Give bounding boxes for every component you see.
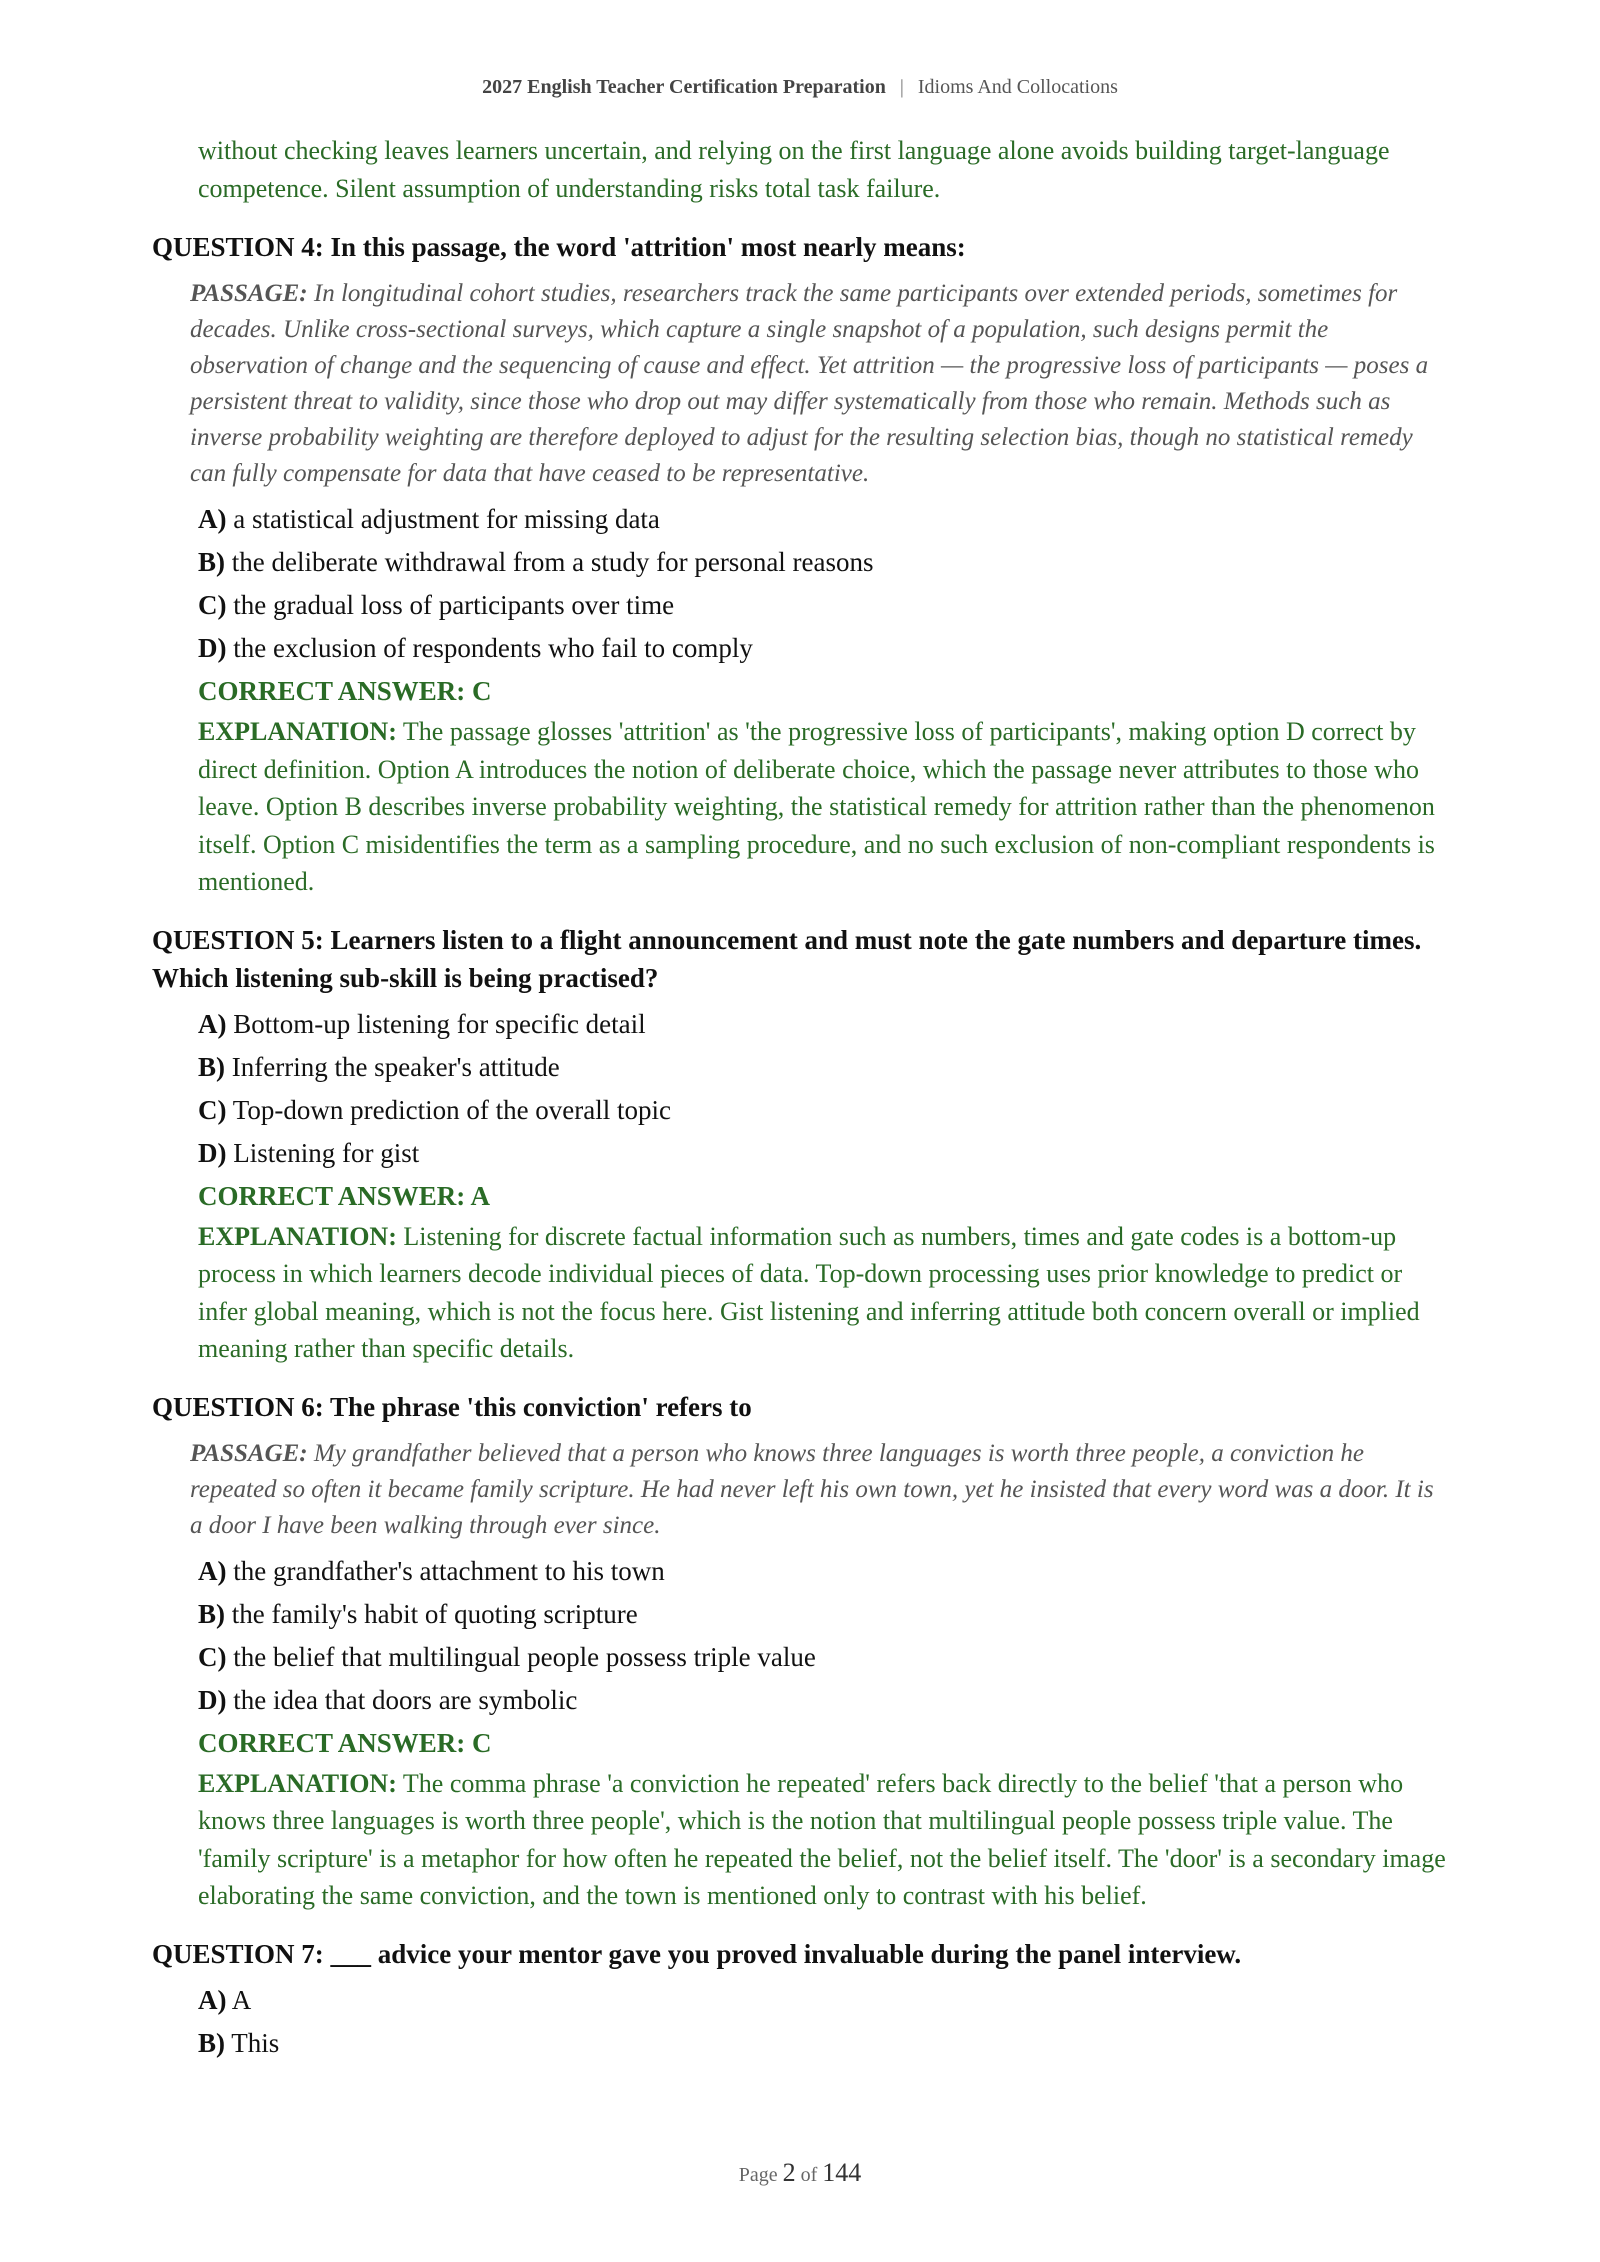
- option-b: [198, 1046, 1452, 1089]
- passage-label: PASSAGE:: [190, 1439, 308, 1467]
- option-b: [198, 1593, 1452, 1636]
- question-stem: QUESTION 5: Learners listen to a flight announcement and must note the gate numbers and departure times. Which listening sub-skill is being practised?: [152, 924, 1422, 993]
- option-text: Listening for gist: [233, 1137, 420, 1168]
- option-text: A: [231, 1984, 252, 2015]
- answer-options: [198, 498, 1452, 670]
- option-text: a statistical adjustment for missing data: [233, 504, 660, 534]
- option-a: [198, 498, 1452, 541]
- explanation-label: EXPLANATION:: [198, 717, 397, 746]
- option-text: This: [231, 2027, 280, 2058]
- passage: [190, 1436, 1452, 1544]
- option-letter: B): [198, 1051, 225, 1082]
- option-letter: C): [198, 1641, 227, 1672]
- page-content: [152, 132, 1452, 2065]
- option-b: [198, 541, 1452, 584]
- option-letter: C): [198, 590, 227, 620]
- page-number: 2: [782, 2158, 796, 2187]
- option-d: [198, 627, 1452, 670]
- correct-answer: CORRECT ANSWER: C: [198, 1727, 492, 1758]
- question-7: [152, 1935, 1452, 2065]
- option-a: [198, 1979, 1452, 2022]
- answer-options: [198, 1550, 1452, 1722]
- question-6: [152, 1388, 1452, 1915]
- option-letter: A): [198, 1555, 227, 1586]
- option-text: the exclusion of respondents who fail to comply: [233, 633, 753, 663]
- option-text: the deliberate withdrawal from a study for personal reasons: [231, 547, 874, 577]
- option-letter: A): [198, 1984, 227, 2015]
- question-5: [152, 921, 1452, 1368]
- option-text: the gradual loss of participants over time: [233, 590, 675, 620]
- option-text: the idea that doors are symbolic: [233, 1684, 578, 1715]
- option-text: the belief that multilingual people possess triple value: [233, 1641, 816, 1672]
- option-d: [198, 1132, 1452, 1175]
- question-stem: QUESTION 4: In this passage, the word 'attrition' most nearly means:: [152, 232, 966, 262]
- explanation-text: The comma phrase 'a conviction he repeated' refers back directly to the belief 'that a person who knows three languages is worth three people', which is the notion that multilingual people possess triple value. The 'family scripture' is a metaphor for how often he repeated the belief, not the belief itself. The 'door' is a secondary image elaborating the same conviction, and the town is mentioned only to contrast with his belief.: [198, 1768, 1446, 1910]
- option-c: [198, 1089, 1452, 1132]
- explanation-label: EXPLANATION:: [198, 1768, 397, 1798]
- option-letter: A): [198, 1008, 227, 1039]
- option-c: [198, 584, 1452, 627]
- question-stem: QUESTION 7: ___ advice your mentor gave you proved invaluable during the panel interview.: [152, 1938, 1242, 1969]
- option-letter: C): [198, 1094, 227, 1125]
- option-a: [198, 1550, 1452, 1593]
- document-title: 2027 English Teacher Certification Preparation: [482, 76, 886, 98]
- correct-answer: CORRECT ANSWER: C: [198, 676, 492, 706]
- option-letter: B): [198, 547, 225, 577]
- passage: [190, 276, 1452, 492]
- passage-text: In longitudinal cohort studies, researchers track the same participants over extended periods, sometimes for decades. Unlike cross-sectional surveys, which capture a single snapshot of a population, such designs permit the observation of change and the sequencing of cause and effect. Yet attrition — the progressive loss of participants — poses a persistent threat to validity, since those who drop out may differ systematically from those who remain. Methods such as inverse probability weighting are therefore deployed to adjust for the resulting selection bias, though no statistical remedy can fully compensate for data that have ceased to be representative.: [190, 280, 1429, 487]
- continued-explanation: without checking leaves learners uncertain, and relying on the first language alone avoids building target-language competence. Silent assumption of understanding risks total task failure.: [198, 136, 1390, 203]
- passage-label: PASSAGE:: [190, 280, 308, 307]
- option-text: Inferring the speaker's attitude: [231, 1051, 560, 1082]
- option-letter: A): [198, 504, 227, 534]
- option-text: the family's habit of quoting scripture: [231, 1598, 638, 1629]
- option-text: the grandfather's attachment to his town: [233, 1555, 665, 1586]
- explanation-text: Listening for discrete factual information such as numbers, times and gate codes is a bottom-up process in which learners decode individual pieces of data. Top-down processing uses prior knowledge to predict or infer global meaning, which is not the focus here. Gist listening and inferring attitude both concern overall or implied meaning rather than specific details.: [198, 1221, 1420, 1363]
- answer-options: [198, 1979, 1452, 2065]
- question-4: [152, 228, 1452, 901]
- option-text: Top-down prediction of the overall topic: [232, 1094, 672, 1125]
- answer-options: [198, 1003, 1452, 1175]
- explanation: [198, 1765, 1452, 1915]
- question-stem: QUESTION 6: The phrase 'this conviction' refers to: [152, 1391, 752, 1422]
- page-header: [0, 76, 1600, 99]
- option-letter: D): [198, 633, 227, 663]
- page-footer: [0, 2158, 1600, 2188]
- option-letter: D): [198, 1684, 227, 1715]
- correct-answer: CORRECT ANSWER: A: [198, 1180, 491, 1211]
- option-letter: D): [198, 1137, 227, 1168]
- explanation-label: EXPLANATION:: [198, 1221, 397, 1251]
- option-letter: B): [198, 2027, 225, 2058]
- option-d: [198, 1679, 1452, 1722]
- section-title: Idioms And Collocations: [917, 76, 1118, 98]
- page-prefix: Page: [738, 2164, 778, 2186]
- page-of: of: [800, 2164, 818, 2186]
- explanation: [198, 1218, 1452, 1368]
- explanation-text: The passage glosses 'attrition' as 'the progressive loss of participants', making option D correct by direct definition. Option A introduces the notion of deliberate choice, which the passage never attributes to those who leave. Option B describes inverse probability weighting, the statistical remedy for attrition rather than the phenomenon itself. Option C misidentifies the term as a sampling procedure, and no such exclusion of non-compliant respondents is mentioned.: [198, 717, 1435, 896]
- page-total: 144: [822, 2158, 862, 2187]
- option-a: [198, 1003, 1452, 1046]
- option-text: Bottom-up listening for specific detail: [233, 1008, 646, 1039]
- passage-text: My grandfather believed that a person who knows three languages is worth three people, a conviction he repeated so often it became family scripture. He had never left his own town, yet he insisted that every word was a door. It is a door I have been walking through ever since.: [190, 1439, 1434, 1539]
- option-c: [198, 1636, 1452, 1679]
- option-b: [198, 2022, 1452, 2065]
- header-separator: |: [899, 76, 904, 98]
- option-letter: B): [198, 1598, 225, 1629]
- explanation: [198, 713, 1452, 901]
